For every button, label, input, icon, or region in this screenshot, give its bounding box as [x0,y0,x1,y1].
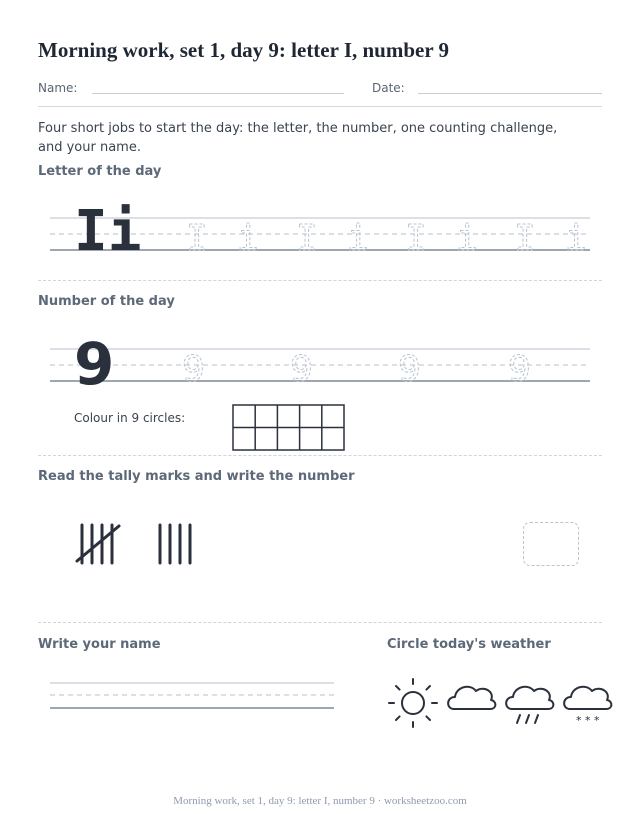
letter-model: Ii [74,199,142,264]
letter-trace[interactable]: i [456,218,478,259]
name-label: Name: [38,81,78,95]
name-field[interactable] [92,93,344,94]
number-heading: Number of the day [38,294,175,309]
tally-group [77,525,119,563]
intro-text: Four short jobs to start the day: the letter, the number, one counting challenge, and your name. [38,121,558,155]
cloud-icon[interactable] [448,687,495,709]
tally-group [160,525,190,563]
letter-trace[interactable]: i [237,218,259,259]
page-title: Morning work, set 1, day 9: letter I, number 9 [38,38,450,62]
section-divider [38,622,602,623]
letter-practice [0,190,640,270]
ten-frame[interactable] [232,404,346,452]
section-divider [38,280,602,281]
letter-trace[interactable]: i [347,218,369,259]
letter-heading: Letter of the day [38,164,162,179]
tally-heading: Read the tally marks and write the number [38,469,355,484]
footer-text: Morning work, set 1, day 9: letter I, number 9 · worksheetzoo.com [173,795,467,807]
letter-trace[interactable]: i [565,218,587,259]
number-model: 9 [74,330,115,392]
number-trace[interactable]: 9 [182,349,205,390]
letter-trace[interactable]: I [514,218,536,259]
number-practice [0,320,640,392]
letter-trace[interactable]: I [405,218,427,259]
circles-label: Colour in 9 circles: [74,411,186,425]
letter-trace[interactable]: I [186,218,208,259]
answer-box[interactable] [523,522,579,566]
rain-icon[interactable] [506,687,553,723]
weather-heading: Circle today's weather [387,637,551,652]
weather-options [384,675,624,735]
date-field[interactable] [418,93,602,94]
snow-icon[interactable] [564,687,611,727]
number-trace[interactable]: 9 [508,349,531,390]
name-writing-lines[interactable] [0,675,360,715]
sun-icon[interactable] [389,679,437,727]
section-divider [38,455,602,456]
header-divider [38,106,602,107]
svg-text:*: * [585,714,591,727]
letter-trace[interactable]: I [296,218,318,259]
date-label: Date: [372,81,405,95]
number-trace[interactable]: 9 [290,349,313,390]
svg-text:*: * [594,714,600,727]
svg-text:*: * [576,714,582,727]
number-trace[interactable]: 9 [398,349,421,390]
name-heading: Write your name [38,637,161,652]
